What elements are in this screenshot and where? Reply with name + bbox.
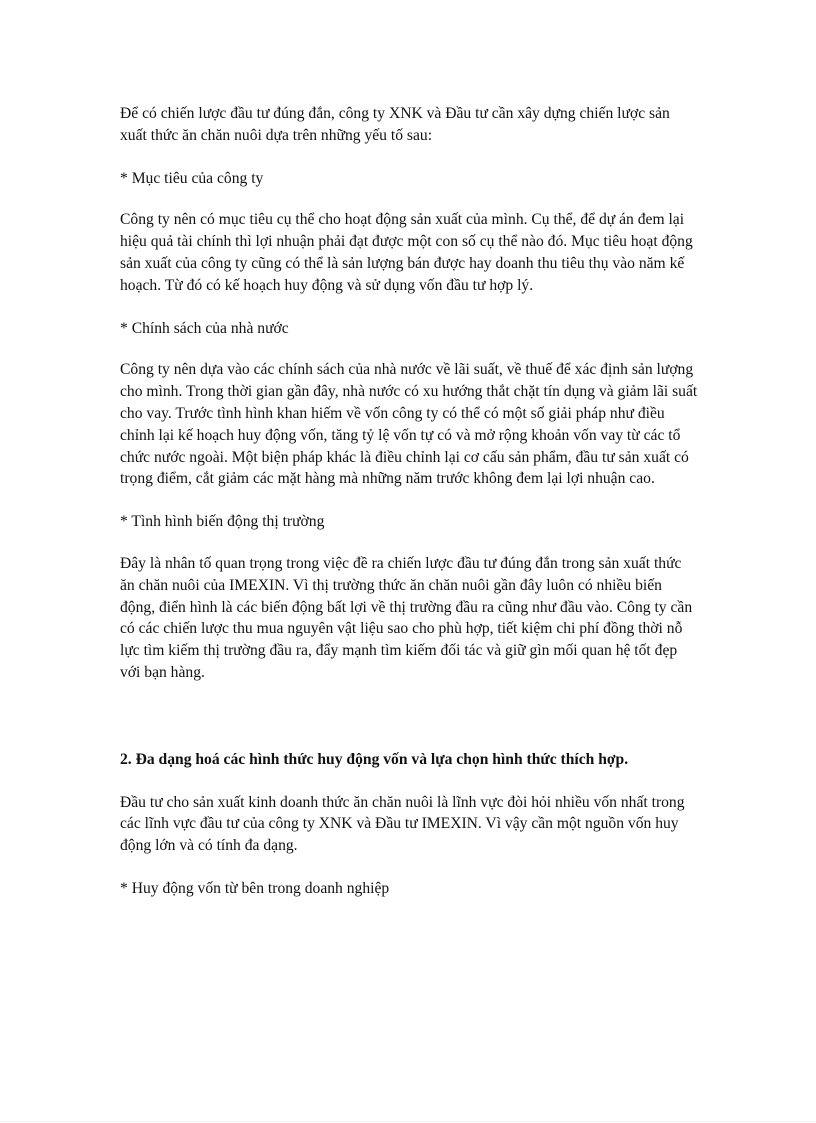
item-heading-company-goals: * Mục tiêu của công ty [120,169,264,187]
item-heading-state-policy: * Chính sách của nhà nước [120,319,289,337]
paragraph-company-goals: Công ty nên có mục tiêu cụ thể cho hoạt động sản xuất của mình. Cụ thể, để dự án đem lại hiệu quả tài chính thì lợi nhuận phải đạt được một con số cụ thể nào đó. Mục tiêu hoạt động sản xuất của công ty cũng có thể là sản lượng bán được hay doanh thu tiêu thụ vào năm kế hoạch. Từ đó có kế hoạch huy động và sử dụng vốn đầu tư hợp lý. [120,211,693,294]
intro-paragraph: Để có chiến lược đầu tư đúng đắn, công ty XNK và Đầu tư cần xây dựng chiến lược sản xuất thức ăn chăn nuôi dựa trên những yếu tố sau: [120,105,670,144]
paragraph-state-policy: Công ty nên dựa vào các chính sách của nhà nước về lãi suất, về thuế để xác định sản lượng cho mình. Trong thời gian gần đây, nhà nước có xu hướng thắt chặt tín dụng và giảm lãi suất cho vay. Trước tình hình khan hiếm về vốn công ty có thể có một số giải pháp như điều chỉnh lại kế hoạch huy động vốn, tăng tỷ lệ vốn tự có và mở rộng khoản vốn vay từ các tổ chức nước ngoài. Một biện pháp khác là điều chỉnh lại cơ cấu sản phẩm, đầu tư sản xuất có trọng điểm, cắt giảm các mặt hàng mà những năm trước không đem lại lợi nhuận cao. [120,361,698,488]
item-heading-internal-capital: * Huy động vốn từ bên trong doanh nghiệp [120,879,390,897]
section-spacer [120,705,700,749]
page-bottom-edge [0,1121,816,1122]
paragraph-market-fluctuation: Đây là nhân tố quan trọng trong việc đề ra chiến lược đầu tư đúng đắn trong sản xuất thức ăn chăn nuôi của IMEXIN. Vì thị trường thức ăn chăn nuôi gần đây luôn có nhiều biến động, điển hình là các biến động bất lợi về thị trường đầu ra cũng như đầu vào. Công ty cần có các chiến lược thu mua nguyên vật liệu sao cho phù hợp, tiết kiệm chi phí đồng thời nỗ lực tìm kiếm thị trường đầu ra, đẩy mạnh tìm kiếm đối tác và giữ gìn mối quan hệ tốt đẹp với bạn hàng. [120,554,693,681]
section-2-heading: 2. Đa dạng hoá các hình thức huy động vốn và lựa chọn hình thức thích hợp. [120,750,629,768]
paragraph-capital-diversification: Đầu tư cho sản xuất kinh doanh thức ăn chăn nuôi là lĩnh vực đòi hỏi nhiều vốn nhất trong các lĩnh vực đầu tư của công ty XNK và Đầu tư IMEXIN. Vì vậy cần một nguồn vốn huy động lớn và có tính đa dạng. [120,793,685,855]
item-heading-market-fluctuation: * Tình hình biến động thị trường [120,513,325,531]
document-page [120,103,700,921]
